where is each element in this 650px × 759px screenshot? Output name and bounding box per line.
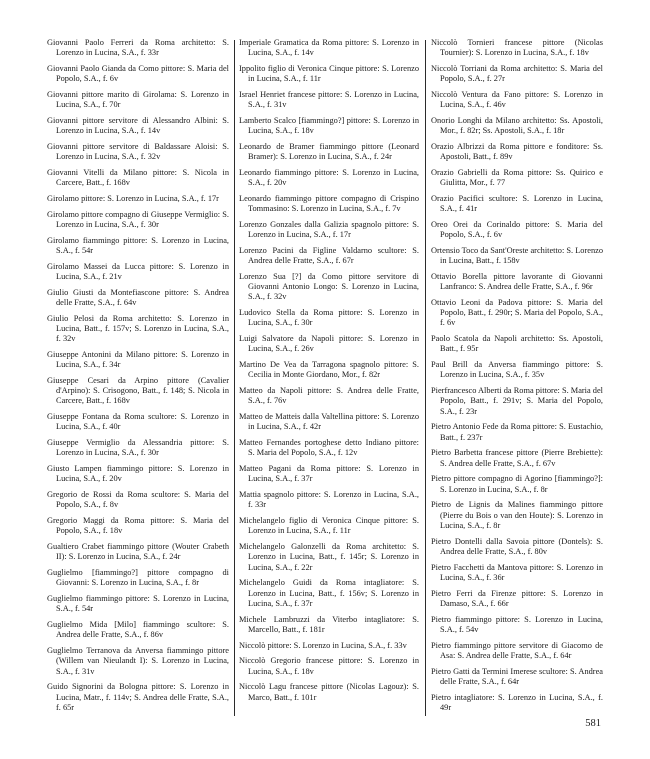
index-entry: Niccolò pittore: S. Lorenzo in Lucina, S.A., f. 33v [239, 640, 407, 650]
index-entry: Michelangelo Guidi da Roma intagliatore: S. Lorenzo in Lucina, Batt., f. 156v; S. Lorenzo in Lucina, S.A., f. 37r [239, 578, 419, 608]
index-entry: Guglielmo Terranova da Anversa fiammingo pittore (Willem van Nieulandt I): S. Lorenzo in Lucina, S.A., f. 31v [47, 646, 229, 676]
index-entry: Giulio Pelosi da Roma architetto: S. Lorenzo in Lucina, Batt., f. 157v; S. Lorenzo in Lucina, S.A., f. 32v [47, 313, 229, 344]
index-entry: Pietro Dontelli dalla Savoia pittore (Dontels): S. Andrea delle Fratte, S.A., f. 80v [431, 536, 603, 556]
index-entry: Matteo Fernandes portoghese detto Indiano pittore: S. Maria del Popolo, S.A., f. 12v [239, 438, 419, 458]
index-entry: Paul Brill da Anversa fiammingo pittore: S. Lorenzo in Lucina, S.A., f. 35v [431, 360, 603, 380]
index-column-2 [239, 38, 419, 718]
index-entry: Girolamo pittore compagno di Giuseppe Vermiglio: S. Lorenzo in Lucina, S.A., f. 30r [47, 209, 229, 229]
index-entry: Giovanni Paolo Ferreri da Roma architetto: S. Lorenzo in Lucina, S.A., f. 33r [47, 38, 229, 58]
index-entry: Lorenzo Pacini da Figline Valdarno scultore: S. Andrea delle Fratte, S.A., f. 67r [239, 246, 419, 266]
index-entry: Giovanni Vitelli da Milano pittore: S. Nicola in Carcere, Batt., f. 168v [47, 168, 229, 188]
index-entry: Gregorio de Rossi da Roma scultore: S. Maria del Popolo, S.A., f. 8v [47, 490, 229, 510]
index-entry: Giuseppe Cesari da Arpino pittore (Cavalier d'Arpino): S. Crisogono, Batt., f. 148; S. Nicola in Carcere, Batt., f. 168v [47, 376, 229, 406]
index-entry: Giusto Lampen fiammingo pittore: S. Lorenzo in Lucina, S.A., f. 20v [47, 464, 229, 484]
index-entry: Pietro Gatti da Termini Imerese scultore: S. Andrea delle Fratte, S.A., f. 64r [431, 666, 603, 686]
index-entry: Orazio Gabrielli da Roma pittore: Ss. Quirico e Giulitta, Mor., f. 77 [431, 168, 603, 188]
index-entry: Michele Lambruzzi da Viterbo intagliatore: S. Marcello, Batt., f. 181r [239, 614, 419, 634]
column-divider [425, 40, 426, 716]
index-page [47, 38, 603, 718]
index-entry: Leonardo fiammingo pittore: S. Lorenzo in Lucina, S.A., f. 20v [239, 168, 419, 188]
index-entry: Pietro Facchetti da Mantova pittore: S. Lorenzo in Lucina, S.A., f. 36r [431, 562, 603, 582]
index-entry: Giuseppe Vermiglio da Alessandria pittore: S. Lorenzo in Lucina, S.A., f. 30r [47, 438, 229, 458]
index-entry: Gregorio Maggi da Roma pittore: S. Maria del Popolo, S.A., f. 18v [47, 516, 229, 536]
index-entry: Pietro intagliatore: S. Lorenzo in Lucina, S.A., f. 49r [431, 692, 603, 712]
index-entry: Niccolò Lagu francese pittore (Nicolas Lagouz): S. Marco, Batt., f. 101r [239, 682, 419, 702]
index-entry: Onorio Longhi da Milano architetto: Ss. Apostoli, Mor., f. 82r; Ss. Apostoli, S.A., f. 18r [431, 116, 603, 136]
index-entry: Michelangelo Galonzelli da Roma architetto: S. Lorenzo in Lucina, Batt., f. 145r; S. Lorenzo in Lucina, S.A., f. 22r [239, 542, 419, 572]
index-entry: Matteo de Matteis dalla Valtellina pittore: S. Lorenzo in Lucina, S.A., f. 42r [239, 412, 419, 432]
index-entry: Israel Henriet francese pittore: S. Lorenzo in Lucina, S.A., f. 31v [239, 90, 419, 110]
column-divider [234, 40, 235, 716]
index-entry: Giovanni Paolo Gianda da Como pittore: S. Maria del Popolo, S.A., f. 6v [47, 64, 229, 84]
index-entry: Niccolò Ventura da Fano pittore: S. Lorenzo in Lucina, S.A., f. 46v [431, 90, 603, 110]
index-entry: Ludovico Stella da Roma pittore: S. Lorenzo in Lucina, S.A., f. 30r [239, 308, 419, 328]
index-entry: Niccolò Gregorio francese pittore: S. Lorenzo in Lucina, S.A., f. 18v [239, 656, 419, 676]
index-entry: Girolamo pittore: S. Lorenzo in Lucina, S.A., f. 17r [47, 194, 219, 203]
index-entry: Guglielmo [fiammingo?] pittore compagno di Giovanni: S. Lorenzo in Lucina, S.A., f. 8r [47, 568, 229, 588]
index-entry: Guglielmo fiammingo pittore: S. Lorenzo in Lucina, S.A., f. 54r [47, 594, 229, 614]
index-entry: Lorenzo Sua [?] da Como pittore servitore di Giovanni Antonio Longo: S. Lorenzo in Lucina, S.A., f. 32v [239, 272, 419, 302]
index-entry: Giuseppe Antonini da Milano pittore: S. Lorenzo in Lucina, S.A., f. 34r [47, 350, 229, 370]
index-entry: Martino De Vea da Tarragona spagnolo pittore: S. Cecilia in Monte Giordano, Mor., f. 82r [239, 360, 419, 380]
index-entry: Lamberto Scalco [fiammingo?] pittore: S. Lorenzo in Lucina, S.A., f. 18v [239, 116, 419, 136]
index-entry: Pierfrancesco Alberti da Roma pittore: S. Maria del Popolo, Batt., f. 291v; S. Maria del Popolo, S.A., f. 23r [431, 386, 603, 416]
index-entry: Girolamo Massei da Lucca pittore: S. Lorenzo in Lucina, S.A., f. 21v [47, 261, 229, 281]
index-entry: Guglielmo Mida [Milo] fiammingo scultore: S. Andrea delle Fratte, S.A., f. 86v [47, 620, 229, 640]
index-entry: Ortensio Toco da Sant'Oreste architetto: S. Lorenzo in Lucina, Batt., f. 158v [431, 246, 603, 266]
index-entry: Pietro pittore compagno di Agorino [fiammingo?]: S. Lorenzo in Lucina, S.A., f. 8r [431, 474, 603, 494]
index-entry: Giovanni pittore servitore di Baldassare Aloisi: S. Lorenzo in Lucina, S.A., f. 32v [47, 142, 229, 162]
index-entry: Pietro fiammingo pittore: S. Lorenzo in Lucina, S.A., f. 54v [431, 614, 603, 634]
index-entry: Orazio Albrizzi da Roma pittore e fonditore: Ss. Apostoli, Batt., f. 89v [431, 142, 603, 162]
index-entry: Orazio Pacifici scultore: S. Lorenzo in Lucina, S.A., f. 41r [431, 194, 603, 214]
index-entry: Leonardo fiammingo pittore compagno di Crispino Tommasino: S. Lorenzo in Lucina, S.A., f. 7v [239, 194, 419, 214]
index-entry: Matteo da Napoli pittore: S. Andrea delle Fratte, S.A., f. 76v [239, 386, 419, 406]
index-entry: Niccolò Torriani da Roma architetto: S. Maria del Popolo, S.A., f. 27r [431, 64, 603, 84]
index-entry: Ottavio Borella pittore lavorante di Giovanni Lanfranco: S. Andrea delle Fratte, S.A., f. 96r [431, 272, 603, 292]
index-entry: Lorenzo Gonzales dalla Galizia spagnolo pittore: S. Lorenzo in Lucina, S.A., f. 17r [239, 220, 419, 240]
index-entry: Pietro de Lignis da Malines fiammingo pittore (Pierre du Bois o van den Houte): S. Lorenzo in Lucina, S.A., f. 8r [431, 500, 603, 530]
index-entry: Guido Signorini da Bologna pittore: S. Lorenzo in Lucina, Matr., f. 114v; S. Andrea delle Fratte, S.A., f. 65r [47, 682, 229, 712]
index-entry: Pietro Antonio Fede da Roma pittore: S. Eustachio, Batt., f. 237r [431, 422, 603, 442]
index-entry: Michelangelo figlio di Veronica Cinque pittore: S. Lorenzo in Lucina, S.A., f. 11r [239, 516, 419, 536]
index-entry: Giuseppe Fontana da Roma scultore: S. Lorenzo in Lucina, S.A., f. 40r [47, 412, 229, 432]
index-entry: Luigi Salvatore da Napoli pittore: S. Lorenzo in Lucina, S.A., f. 26v [239, 334, 419, 354]
index-column-3 [431, 38, 603, 718]
index-entry: Gualtiero Crabet fiammingo pittore (Wouter Crabeth II): S. Lorenzo in Lucina, S.A., f. 24r [47, 542, 229, 562]
index-entry: Imperiale Gramatica da Roma pittore: S. Lorenzo in Lucina, S.A., f. 14v [239, 38, 419, 58]
index-entry: Pietro Barbetta francese pittore (Pierre Brebiette): S. Andrea delle Fratte, S.A., f. 67v [431, 448, 603, 468]
index-entry: Paolo Scatola da Napoli architetto: Ss. Apostoli, Batt., f. 95r [431, 334, 603, 354]
index-entry: Girolamo fiammingo pittore: S. Lorenzo in Lucina, S.A., f. 54r [47, 235, 229, 255]
index-entry: Matteo Pagani da Roma pittore: S. Lorenzo in Lucina, S.A., f. 37r [239, 464, 419, 484]
index-entry: Giovanni pittore servitore di Alessandro Albini: S. Lorenzo in Lucina, S.A., f. 14v [47, 116, 229, 136]
index-entry: Niccolò Tornieri francese pittore (Nicolas Tournier): S. Lorenzo in Lucina, S.A., f. 18v [431, 38, 603, 58]
index-entry: Ottavio Leoni da Padova pittore: S. Maria del Popolo, Batt., f. 290r; S. Maria del Popolo, S.A., f. 6v [431, 298, 603, 328]
page-number: 581 [585, 718, 601, 729]
index-entry: Giulio Giusti da Montefiascone pittore: S. Andrea delle Fratte, S.A., f. 64v [47, 287, 229, 307]
index-entry: Oreo Orei da Corinaldo pittore: S. Maria del Popolo, S.A., f. 6v [431, 220, 603, 240]
index-entry: Giovanni pittore marito di Girolama: S. Lorenzo in Lucina, S.A., f. 70r [47, 90, 229, 110]
index-entry: Ippolito figlio di Veronica Cinque pittore: S. Lorenzo in Lucina, S.A., f. 11r [239, 64, 419, 84]
index-entry: Pietro Ferri da Firenze pittore: S. Lorenzo in Damaso, S.A., f. 66r [431, 588, 603, 608]
index-column-1 [47, 38, 229, 718]
index-entry: Leonardo de Bramer fiammingo pittore (Leonard Bramer): S. Lorenzo in Lucina, S.A., f. 24r [239, 142, 419, 162]
index-entry: Pietro fiammingo pittore servitore di Giacomo de Asa: S. Andrea delle Fratte, S.A., f. 64r [431, 640, 603, 660]
index-entry: Mattia spagnolo pittore: S. Lorenzo in Lucina, S.A., f. 33r [239, 490, 419, 510]
